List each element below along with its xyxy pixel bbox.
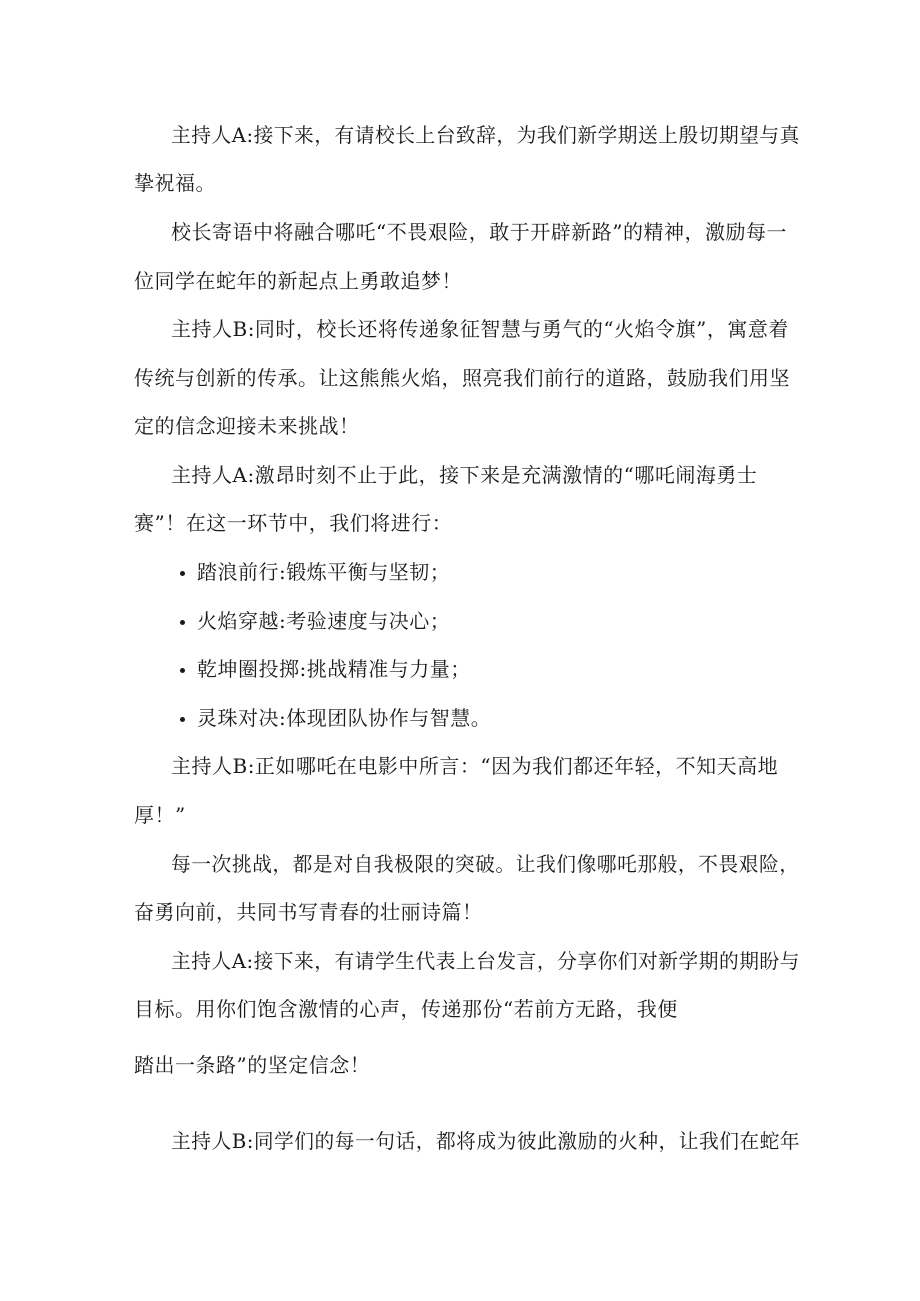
paragraph-line: 踏出一条路”的坚定信念！: [134, 1053, 371, 1077]
paragraph-line: 主持人A:激昂时刻不止于此，接下来是充满激情的“哪吒闹海勇士: [171, 463, 758, 487]
paragraph-line: 挚祝福。: [134, 171, 216, 195]
bullet-dot-icon: [180, 717, 185, 722]
paragraph-line: 厚！”: [134, 803, 186, 827]
paragraph-line: 主持人B:正如哪吒在电影中所言：“因为我们都还年轻，不知天高地: [171, 754, 779, 778]
bullet-dot-icon: [180, 571, 185, 576]
paragraph-line: 目标。用你们饱含激情的心声，传递那份“若前方无路，我便: [134, 997, 678, 1021]
paragraph-line: 奋勇向前，共同书写青春的壮丽诗篇！: [134, 900, 483, 924]
paragraph-line: 主持人B:同学们的每一句话，都将成为彼此激励的火种，让我们在蛇年: [171, 1129, 801, 1153]
bullet-item: 乾坤圈投掷:挑战精准与力量；: [197, 657, 471, 681]
paragraph-line: 传统与创新的传承。让这熊熊火焰，照亮我们前行的道路，鼓励我们用坚: [134, 366, 790, 390]
paragraph-line: 主持人A:接下来，有请学生代表上台发言，分享你们对新学期的期盼与: [171, 949, 800, 973]
bullet-item: 火焰穿越:考验速度与决心；: [197, 609, 451, 633]
paragraph-line: 主持人B:同时，校长还将传递象征智慧与勇气的“火焰令旗”，寓意着: [171, 317, 789, 341]
bullet-item: 踏浪前行:锻炼平衡与坚韧；: [197, 560, 451, 584]
bullet-dot-icon: [180, 668, 185, 673]
paragraph-line: 定的信念迎接未来挑战！: [134, 414, 360, 438]
paragraph-line: 校长寄语中将融合哪吒“不畏艰险，敢于开辟新路”的精神，激励每一: [171, 220, 787, 244]
paragraph-line: 位同学在蛇年的新起点上勇敢追梦！: [134, 269, 462, 293]
paragraph-line: 赛”！在这一环节中，我们将进行：: [134, 511, 453, 535]
bullet-dot-icon: [180, 620, 185, 625]
bullet-item: 灵珠对决:体现团队协作与智慧。: [197, 706, 492, 730]
paragraph-line: 每一次挑战，都是对自我极限的突破。让我们像哪吒那般，不畏艰险，: [171, 852, 800, 876]
paragraph-line: 主持人A:接下来，有请校长上台致辞，为我们新学期送上殷切期望与真: [171, 123, 800, 147]
